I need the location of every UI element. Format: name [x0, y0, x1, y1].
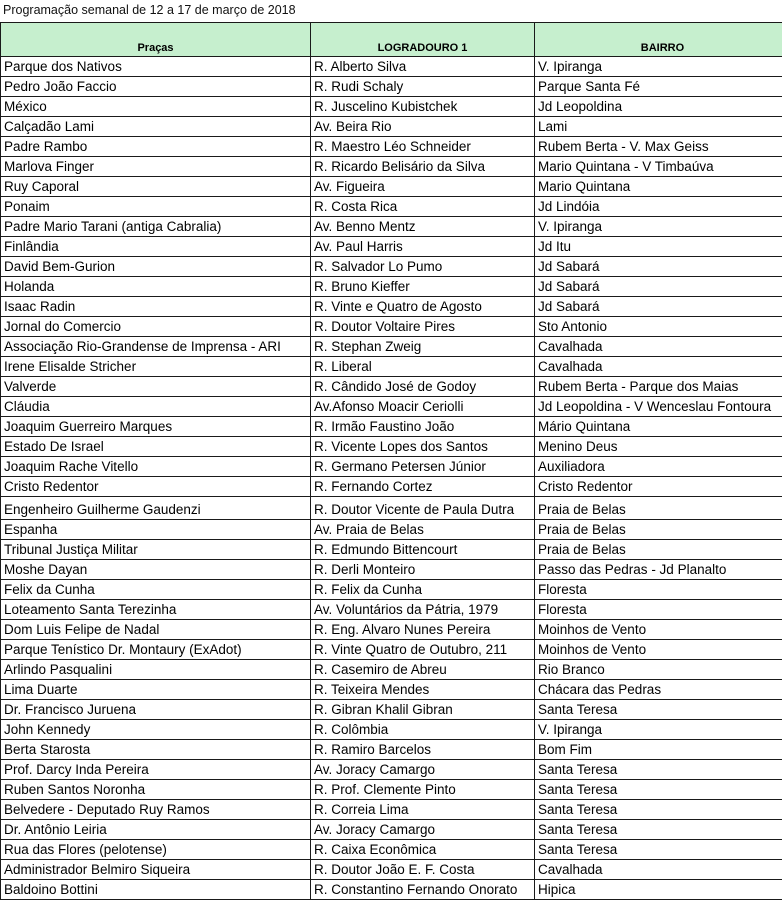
table-row — [1, 477, 782, 497]
logradouro-cell[interactable]: R. Doutor Voltaire Pires — [311, 317, 535, 337]
logradouro-cell[interactable]: Av. Praia de Belas — [311, 520, 535, 540]
logradouro-cell[interactable]: R. Fernando Cortez — [311, 477, 535, 497]
bairro-cell[interactable]: Cavalhada — [535, 860, 782, 880]
logradouro-cell[interactable]: R. Doutor Vicente de Paula Dutra — [311, 497, 535, 520]
praca-cell[interactable]: Dr. Antônio Leiria — [1, 820, 311, 840]
praca-cell[interactable]: Holanda — [1, 277, 311, 297]
praca-cell[interactable]: Felix da Cunha — [1, 580, 311, 600]
logradouro-cell[interactable]: Av. Voluntários da Pátria, 1979 — [311, 600, 535, 620]
bairro-cell[interactable]: Mário Quintana — [535, 417, 782, 437]
logradouro-cell[interactable]: R. Irmão Faustino João — [311, 417, 535, 437]
table-row — [1, 457, 782, 477]
table-row — [1, 357, 782, 377]
bairro-cell[interactable]: Jd Sabará — [535, 257, 782, 277]
logradouro-cell[interactable]: R. Salvador Lo Pumo — [311, 257, 535, 277]
table-row — [1, 560, 782, 580]
header-bairro[interactable]: BAIRRO — [535, 23, 782, 57]
praca-cell[interactable]: Pedro João Faccio — [1, 77, 311, 97]
logradouro-cell[interactable]: Av.Afonso Moacir Ceriolli — [311, 397, 535, 417]
bairro-cell[interactable]: Cavalhada — [535, 357, 782, 377]
bairro-cell[interactable]: Praia de Belas — [535, 540, 782, 560]
bairro-cell[interactable]: Passo das Pedras - Jd Planalto — [535, 560, 782, 580]
praca-cell[interactable]: Moshe Dayan — [1, 560, 311, 580]
logradouro-cell[interactable]: R. Teixeira Mendes — [311, 680, 535, 700]
table-row — [1, 117, 782, 137]
table-row — [1, 257, 782, 277]
logradouro-cell[interactable]: R. Maestro Léo Schneider — [311, 137, 535, 157]
table-row — [1, 520, 782, 540]
table-row — [1, 317, 782, 337]
table-row — [1, 580, 782, 600]
table-row — [1, 497, 782, 520]
table-row — [1, 660, 782, 680]
bairro-cell[interactable]: Lami — [535, 117, 782, 137]
table-row — [1, 277, 782, 297]
bairro-cell[interactable]: Cristo Redentor — [535, 477, 782, 497]
praca-cell[interactable]: Rua das Flores (pelotense) — [1, 840, 311, 860]
sheet-caption: Programação semanal de 12 a 17 de março de 2018 — [3, 3, 296, 17]
table-row — [1, 800, 782, 820]
logradouro-cell[interactable]: R. Liberal — [311, 357, 535, 377]
bairro-cell[interactable]: Santa Teresa — [535, 760, 782, 780]
praca-cell[interactable]: Cláudia — [1, 397, 311, 417]
table-row — [1, 437, 782, 457]
logradouro-cell[interactable]: R. Bruno Kieffer — [311, 277, 535, 297]
bairro-cell[interactable]: Menino Deus — [535, 437, 782, 457]
table-row — [1, 337, 782, 357]
table-row — [1, 740, 782, 760]
logradouro-cell[interactable]: R. Rudi Schaly — [311, 77, 535, 97]
bairro-cell[interactable]: Bom Fim — [535, 740, 782, 760]
bairro-cell[interactable]: V. Ipiranga — [535, 217, 782, 237]
bairro-cell[interactable]: Jd Sabará — [535, 277, 782, 297]
logradouro-cell[interactable]: R. Juscelino Kubistchek — [311, 97, 535, 117]
table-body — [1, 57, 782, 900]
bairro-cell[interactable]: Floresta — [535, 600, 782, 620]
logradouro-cell[interactable]: R. Felix da Cunha — [311, 580, 535, 600]
praca-cell[interactable]: Arlindo Pasqualini — [1, 660, 311, 680]
bairro-cell[interactable]: Santa Teresa — [535, 700, 782, 720]
logradouro-cell[interactable]: R. Caixa Econômica — [311, 840, 535, 860]
bairro-cell[interactable]: Parque Santa Fé — [535, 77, 782, 97]
bairro-cell[interactable]: Moinhos de Vento — [535, 620, 782, 640]
table-row — [1, 237, 782, 257]
logradouro-cell[interactable]: R. Doutor João E. F. Costa — [311, 860, 535, 880]
praca-cell[interactable]: Prof. Darcy Inda Pereira — [1, 760, 311, 780]
table-row — [1, 77, 782, 97]
praca-cell[interactable]: Ruben Santos Noronha — [1, 780, 311, 800]
praca-cell[interactable]: Padre Rambo — [1, 137, 311, 157]
logradouro-cell[interactable]: R. Constantino Fernando Onorato — [311, 880, 535, 900]
praca-cell[interactable]: Parque Tenístico Dr. Montaury (ExAdot) — [1, 640, 311, 660]
table-row — [1, 860, 782, 880]
praca-cell[interactable]: Joaquim Rache Vitello — [1, 457, 311, 477]
table-row — [1, 680, 782, 700]
bairro-cell[interactable]: Jd Sabará — [535, 297, 782, 317]
bairro-cell[interactable]: Santa Teresa — [535, 780, 782, 800]
bairro-cell[interactable]: Santa Teresa — [535, 840, 782, 860]
table-row — [1, 880, 782, 900]
header-row — [1, 23, 782, 57]
praca-cell[interactable]: Estado De Israel — [1, 437, 311, 457]
praca-cell[interactable]: Administrador Belmiro Siqueira — [1, 860, 311, 880]
logradouro-cell[interactable]: R. Costa Rica — [311, 197, 535, 217]
table-row — [1, 840, 782, 860]
bairro-cell[interactable]: Floresta — [535, 580, 782, 600]
praca-cell[interactable]: Jornal do Comercio — [1, 317, 311, 337]
bairro-cell[interactable]: Jd Itu — [535, 237, 782, 257]
logradouro-cell[interactable]: R. Colômbia — [311, 720, 535, 740]
bairro-cell[interactable]: Rubem Berta - V. Max Geiss — [535, 137, 782, 157]
table-row — [1, 600, 782, 620]
praca-cell[interactable]: Irene Elisalde Stricher — [1, 357, 311, 377]
praca-cell[interactable]: Ponaim — [1, 197, 311, 217]
logradouro-cell[interactable]: R. Vinte Quatro de Outubro, 211 — [311, 640, 535, 660]
bairro-cell[interactable]: V. Ipiranga — [535, 57, 782, 77]
logradouro-cell[interactable]: R. Eng. Alvaro Nunes Pereira — [311, 620, 535, 640]
bairro-cell[interactable]: Moinhos de Vento — [535, 640, 782, 660]
table-row — [1, 157, 782, 177]
logradouro-cell[interactable]: R. Vinte e Quatro de Agosto — [311, 297, 535, 317]
logradouro-cell[interactable]: R. Ricardo Belisário da Silva — [311, 157, 535, 177]
bairro-cell[interactable]: Cavalhada — [535, 337, 782, 357]
table-row — [1, 297, 782, 317]
logradouro-cell[interactable]: R. Stephan Zweig — [311, 337, 535, 357]
logradouro-cell[interactable]: R. Alberto Silva — [311, 57, 535, 77]
logradouro-cell[interactable]: Av. Beira Rio — [311, 117, 535, 137]
schedule-table — [0, 22, 782, 900]
bairro-cell[interactable]: V. Ipiranga — [535, 720, 782, 740]
praca-cell[interactable]: Associação Rio-Grandense de Imprensa - ARI — [1, 337, 311, 357]
bairro-cell[interactable]: Hipica — [535, 880, 782, 900]
logradouro-cell[interactable]: Av. Figueira — [311, 177, 535, 197]
praca-cell[interactable]: John Kennedy — [1, 720, 311, 740]
bairro-cell[interactable]: Chácara das Pedras — [535, 680, 782, 700]
bairro-cell[interactable]: Mario Quintana - V Timbaúva — [535, 157, 782, 177]
praca-cell[interactable]: Dom Luis Felipe de Nadal — [1, 620, 311, 640]
praca-cell[interactable]: David Bem-Gurion — [1, 257, 311, 277]
logradouro-cell[interactable]: R. Germano Petersen Júnior — [311, 457, 535, 477]
praca-cell[interactable]: Espanha — [1, 520, 311, 540]
logradouro-cell[interactable]: Av. Joracy Camargo — [311, 820, 535, 840]
praca-cell[interactable]: Marlova Finger — [1, 157, 311, 177]
praca-cell[interactable]: Belvedere - Deputado Ruy Ramos — [1, 800, 311, 820]
logradouro-cell[interactable]: Av. Paul Harris — [311, 237, 535, 257]
praca-cell[interactable]: Cristo Redentor — [1, 477, 311, 497]
praca-cell[interactable]: México — [1, 97, 311, 117]
logradouro-cell[interactable]: R. Gibran Khalil Gibran — [311, 700, 535, 720]
bairro-cell[interactable]: Jd Leopoldina — [535, 97, 782, 117]
table-row — [1, 780, 782, 800]
table-row — [1, 377, 782, 397]
bairro-cell[interactable]: Santa Teresa — [535, 800, 782, 820]
praca-cell[interactable]: Isaac Radin — [1, 297, 311, 317]
bairro-cell[interactable]: Praia de Belas — [535, 497, 782, 520]
bairro-cell[interactable]: Rio Branco — [535, 660, 782, 680]
bairro-cell[interactable]: Mario Quintana — [535, 177, 782, 197]
praca-cell[interactable]: Joaquim Guerreiro Marques — [1, 417, 311, 437]
logradouro-cell[interactable]: Av. Benno Mentz — [311, 217, 535, 237]
table-row — [1, 417, 782, 437]
bairro-cell[interactable]: Santa Teresa — [535, 820, 782, 840]
praca-cell[interactable]: Dr. Francisco Juruena — [1, 700, 311, 720]
logradouro-cell[interactable]: R. Edmundo Bittencourt — [311, 540, 535, 560]
praca-cell[interactable]: Valverde — [1, 377, 311, 397]
table-row — [1, 700, 782, 720]
logradouro-cell[interactable]: R. Prof. Clemente Pinto — [311, 780, 535, 800]
logradouro-cell[interactable]: Av. Joracy Camargo — [311, 760, 535, 780]
bairro-cell[interactable]: Auxiliadora — [535, 457, 782, 477]
table-row — [1, 620, 782, 640]
table-row — [1, 820, 782, 840]
bairro-cell[interactable]: Praia de Belas — [535, 520, 782, 540]
logradouro-cell[interactable]: R. Correia Lima — [311, 800, 535, 820]
table-row — [1, 760, 782, 780]
table-row — [1, 397, 782, 417]
bairro-cell[interactable]: Rubem Berta - Parque dos Maias — [535, 377, 782, 397]
praca-cell[interactable]: Finlândia — [1, 237, 311, 257]
praca-cell[interactable]: Padre Mario Tarani (antiga Cabralia) — [1, 217, 311, 237]
praca-cell[interactable]: Loteamento Santa Terezinha — [1, 600, 311, 620]
bairro-cell[interactable]: Sto Antonio — [535, 317, 782, 337]
table-row — [1, 57, 782, 77]
table-row — [1, 137, 782, 157]
praca-cell[interactable]: Berta Starosta — [1, 740, 311, 760]
table-row — [1, 217, 782, 237]
praca-cell[interactable]: Calçadão Lami — [1, 117, 311, 137]
table-row — [1, 177, 782, 197]
praca-cell[interactable]: Baldoino Bottini — [1, 880, 311, 900]
logradouro-cell[interactable]: R. Derli Monteiro — [311, 560, 535, 580]
header-pracas[interactable]: Praças — [1, 23, 311, 57]
logradouro-cell[interactable]: R. Casemiro de Abreu — [311, 660, 535, 680]
table-row — [1, 197, 782, 217]
table-row — [1, 720, 782, 740]
bairro-cell[interactable]: Jd Leopoldina - V Wenceslau Fontoura — [535, 397, 782, 417]
header-logradouro[interactable]: LOGRADOURO 1 — [311, 23, 535, 57]
table-row — [1, 97, 782, 117]
praca-cell[interactable]: Engenheiro Guilherme Gaudenzi — [1, 497, 311, 520]
logradouro-cell[interactable]: R. Cândido José de Godoy — [311, 377, 535, 397]
bairro-cell[interactable]: Jd Lindóia — [535, 197, 782, 217]
praca-cell[interactable]: Lima Duarte — [1, 680, 311, 700]
table-row — [1, 540, 782, 560]
logradouro-cell[interactable]: R. Ramiro Barcelos — [311, 740, 535, 760]
table-row — [1, 640, 782, 660]
praca-cell[interactable]: Ruy Caporal — [1, 177, 311, 197]
logradouro-cell[interactable]: R. Vicente Lopes dos Santos — [311, 437, 535, 457]
praca-cell[interactable]: Parque dos Nativos — [1, 57, 311, 77]
praca-cell[interactable]: Tribunal Justiça Militar — [1, 540, 311, 560]
